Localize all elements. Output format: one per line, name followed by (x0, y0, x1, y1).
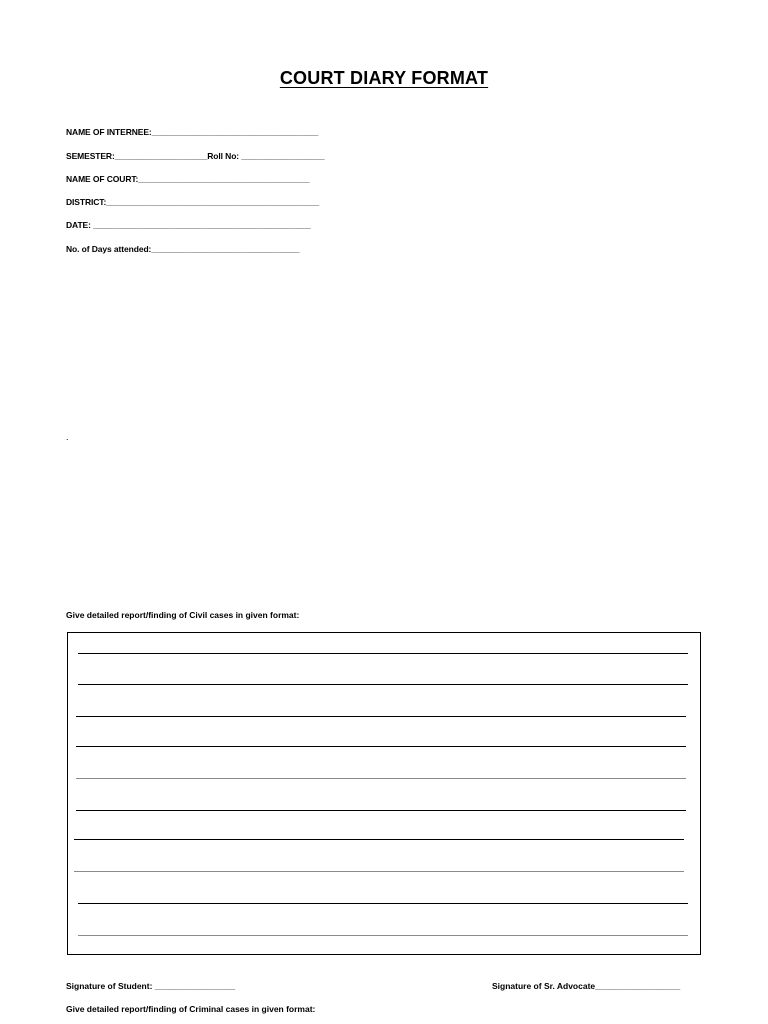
student-signature-field: Signature of Student: _________________ (66, 981, 236, 991)
advocate-signature-field: Signature of Sr. Advocate__________________ (492, 981, 681, 991)
criminal-section-label: Give detailed report/finding of Criminal cases in given format: (66, 1004, 316, 1014)
civil-section-label: Give detailed report/finding of Civil cases in given format: (66, 610, 300, 620)
writing-line (76, 746, 686, 747)
civil-report-box (67, 632, 701, 955)
writing-line (78, 903, 688, 904)
court-name-field: NAME OF COURT:_____________________________________ (66, 174, 310, 184)
document-title: COURT DIARY FORMAT (279, 68, 489, 88)
date-field: DATE: _______________________________________________ (66, 220, 311, 230)
stray-mark: . (66, 432, 69, 442)
writing-line (78, 684, 688, 685)
district-field: DISTRICT:______________________________________________ (66, 197, 320, 207)
writing-line (78, 653, 688, 654)
semester-roll-field: SEMESTER:____________________Roll No: __________________ (66, 151, 325, 161)
writing-line (74, 871, 684, 872)
writing-line (76, 716, 686, 717)
internee-name-field: NAME OF INTERNEE:____________________________________ (66, 127, 319, 137)
writing-line (74, 839, 684, 840)
writing-line (76, 810, 686, 811)
writing-line (76, 778, 686, 779)
days-attended-field: No. of Days attended:________________________________ (66, 244, 300, 254)
writing-line (78, 935, 688, 936)
